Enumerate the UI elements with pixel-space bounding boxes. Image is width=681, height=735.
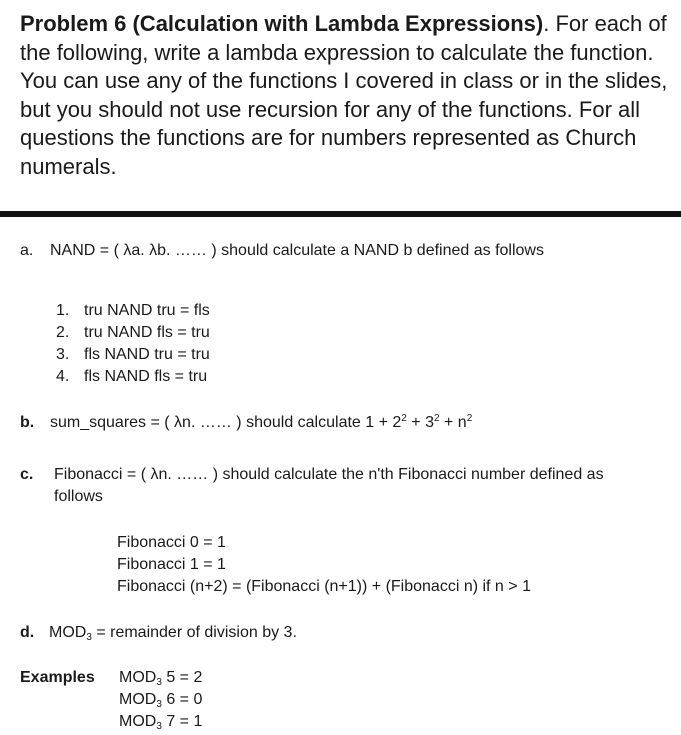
part-d-text bbox=[49, 622, 297, 644]
example-rest: 6 = 0 bbox=[161, 691, 203, 708]
exponent: 2 bbox=[466, 413, 473, 424]
examples-label: Examples bbox=[20, 669, 95, 686]
problem-intro bbox=[20, 10, 680, 182]
exponent: 2 bbox=[401, 413, 407, 424]
problem-title: Problem 6 (Calculation with Lambda Expressions) bbox=[20, 11, 544, 36]
row-text: tru NAND fls = tru bbox=[84, 324, 210, 341]
fib-def: Fibonacci 0 = 1 bbox=[117, 534, 226, 551]
part-c-label: c. bbox=[20, 466, 34, 483]
example-line bbox=[119, 689, 202, 711]
row-number: 3. bbox=[56, 346, 70, 363]
nand-table-row bbox=[56, 322, 210, 344]
row-number: 2. bbox=[56, 324, 70, 341]
part-b-label: b. bbox=[20, 414, 35, 431]
mod-subscript: 3 bbox=[156, 699, 162, 710]
example-line bbox=[119, 667, 202, 689]
mod-name: MOD bbox=[49, 624, 87, 641]
mod-name: MOD bbox=[119, 691, 157, 708]
part-c-line2: follows bbox=[54, 488, 103, 505]
problem-intro-text: . For each of the following, write a lambda expression to calculate the function. You can use any of the functions I covered in class or in the slides, but you should not use recursion for any of the functions. For all questions the functions are for numbers represented as Church numerals. bbox=[20, 11, 668, 179]
section-divider bbox=[0, 211, 681, 217]
mod-name: MOD bbox=[119, 669, 157, 686]
mod-name: MOD bbox=[119, 713, 157, 730]
part-b-text bbox=[50, 412, 472, 434]
mod-subscript: 3 bbox=[156, 677, 162, 688]
part-c-line1: Fibonacci = ( λn. …… ) should calculate the n'th Fibonacci number defined as bbox=[54, 466, 604, 483]
part-d-label: d. bbox=[20, 624, 35, 641]
part-b-main: sum_squares = ( λn. …… ) should calculate 1 + 2 bbox=[50, 414, 402, 431]
row-text: tru NAND tru = fls bbox=[84, 302, 210, 319]
exponent: 2 bbox=[433, 413, 440, 424]
part-b-mid: + 3 bbox=[406, 414, 434, 431]
row-number: 1. bbox=[56, 302, 70, 319]
part-d-desc: = remainder of division by 3. bbox=[91, 624, 297, 641]
part-a-text: NAND = ( λa. λb. …… ) should calculate a NAND b defined as follows bbox=[50, 242, 544, 259]
fib-def: Fibonacci (n+2) = (Fibonacci (n+1)) + (Fibonacci n) if n > 1 bbox=[117, 578, 531, 595]
part-a-label: a. bbox=[20, 242, 34, 259]
mod-subscript: 3 bbox=[86, 632, 92, 643]
fib-def: Fibonacci 1 = 1 bbox=[117, 556, 226, 573]
part-b-end: + n bbox=[439, 414, 467, 431]
row-number: 4. bbox=[56, 368, 70, 385]
row-text: fls NAND tru = tru bbox=[84, 346, 210, 363]
nand-table-row bbox=[56, 366, 207, 388]
example-line bbox=[119, 711, 202, 733]
example-rest: 5 = 2 bbox=[161, 669, 203, 686]
mod-subscript: 3 bbox=[156, 721, 162, 732]
example-rest: 7 = 1 bbox=[161, 713, 203, 730]
row-text: fls NAND fls = tru bbox=[84, 368, 208, 385]
nand-table-row bbox=[56, 300, 210, 322]
nand-table-row bbox=[56, 344, 210, 366]
